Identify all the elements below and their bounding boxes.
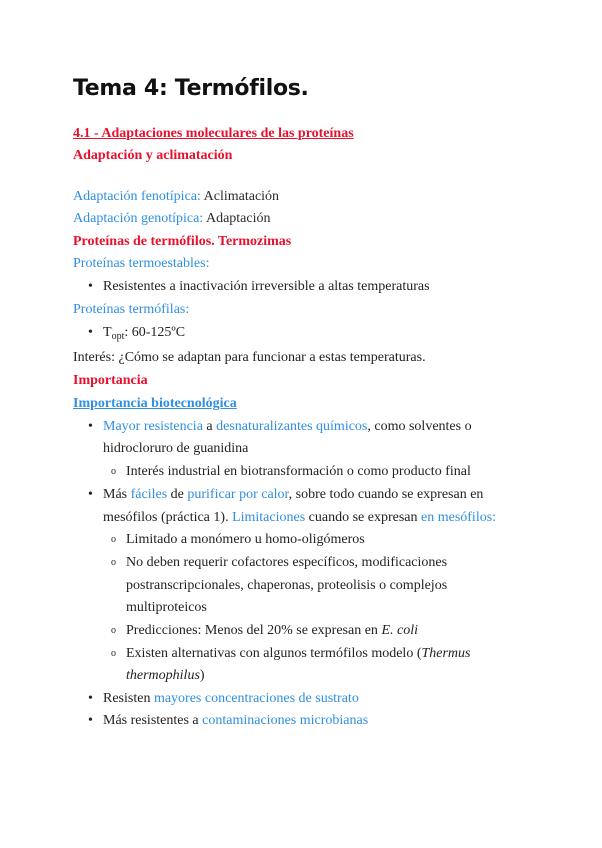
sub-list-item: Interés industrial en biotransformación o como producto final (126, 464, 471, 479)
sub-bullet-icon: o (111, 648, 116, 659)
importancia-heading: Importancia (73, 373, 148, 388)
proteinas-termofilas-label: Proteínas termófilas: (73, 302, 190, 317)
bullet-icon: • (88, 279, 93, 294)
page-title: Tema 4: Termófilos. (73, 76, 309, 101)
interes-line: Interés: ¿Cómo se adaptan para funcionar a estas temperaturas. (73, 350, 426, 365)
bullet-icon: • (88, 419, 93, 434)
section-heading: 4.1 - Adaptaciones moleculares de las proteínas (73, 126, 354, 141)
sub-list-item: Limitado a monómero u homo-oligómeros (126, 532, 365, 547)
sub-list-item: Existen alternativas con algunos termófilos modelo (Thermus (126, 646, 471, 661)
list-item: Mayor resistencia a desnaturalizantes químicos, como solventes o (103, 419, 472, 434)
bullet-icon: • (88, 691, 93, 706)
sub-bullet-icon: o (111, 557, 116, 568)
proteinas-termoestables-label: Proteínas termoestables: (73, 256, 210, 271)
sub-list-item: No deben requerir cofactores específicos, modificaciones (126, 555, 448, 570)
list-item-continuation: hidrocloruro de guanidina (103, 441, 249, 456)
sub-bullet-icon: o (111, 466, 116, 477)
adaptacion-genotipica-line: Adaptación genotípica: Adaptación (73, 211, 271, 226)
list-item-continuation: mesófilos (práctica 1). Limitaciones cuando se expresan en mesófilos: (103, 510, 497, 525)
sub-list-item-continuation: thermophilus) (126, 668, 205, 683)
importancia-biotecnologica-heading: Importancia biotecnológica (73, 396, 237, 411)
bullet-icon: • (88, 713, 93, 728)
sub-list-item: Predicciones: Menos del 20% se expresan en E. coli (126, 623, 418, 638)
sub-bullet-icon: o (111, 625, 116, 636)
bullet-icon: • (88, 325, 93, 340)
bullet-icon: • (88, 487, 93, 502)
adaptacion-fenotipica-line: Adaptación fenotípica: Aclimatación (73, 189, 280, 204)
list-item: Más resistentes a contaminaciones microbianas (103, 713, 369, 728)
proteinas-heading: Proteínas de termófilos. Termozimas (73, 234, 292, 249)
list-item-topt: $T_{opt}$: 60-125ºC (103, 325, 186, 342)
list-item: Resisten mayores concentraciones de sustrato (103, 691, 359, 706)
list-item: Más fáciles de purificar por calor, sobre todo cuando se expresan en (103, 487, 484, 502)
sub-list-item-continuation: postranscripcionales, chaperonas, proteolisis o complejos (126, 578, 448, 593)
list-item: Resistentes a inactivación irreversible a altas temperaturas (103, 279, 430, 294)
subsection-heading: Adaptación y aclimatación (73, 148, 233, 163)
sub-list-item-continuation: multiproteicos (126, 600, 207, 615)
sub-bullet-icon: o (111, 534, 116, 545)
